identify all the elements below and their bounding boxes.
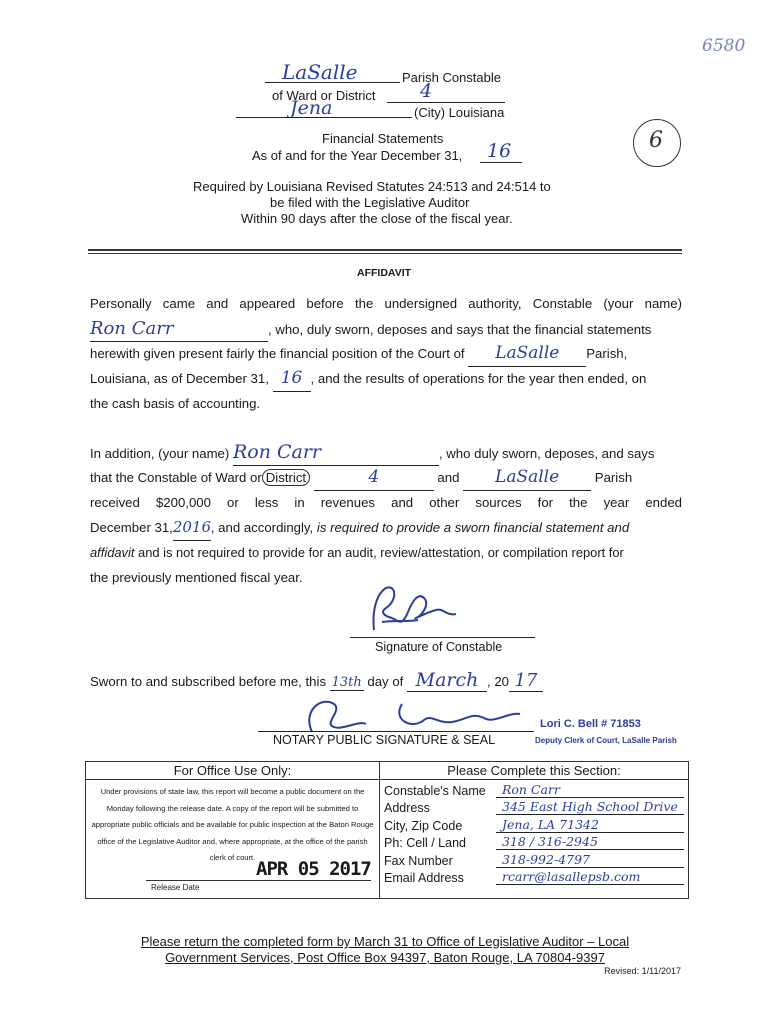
p1-text-a: Personally came and appeared before the undersigned authority, Constable (your name) bbox=[90, 296, 682, 311]
sworn-year-field: 17 bbox=[509, 670, 543, 692]
p2-text-h: , and accordingly, bbox=[210, 520, 314, 535]
constable-signature bbox=[352, 582, 472, 638]
city-label: (City) Louisiana bbox=[414, 105, 505, 120]
sworn-text-b: day of bbox=[367, 674, 404, 689]
complete-row-label: Fax Number bbox=[384, 853, 453, 868]
p2-text-a: In addition, (your name) bbox=[90, 446, 230, 461]
affidavit-p1-line5 bbox=[90, 391, 682, 416]
affidavit-p2-line3 bbox=[90, 490, 682, 515]
complete-row bbox=[384, 868, 688, 886]
release-date-line bbox=[146, 880, 371, 881]
footer-line-2: Government Services, Post Office Box 94397, Baton Rouge, LA 70804-9397 bbox=[165, 950, 605, 965]
complete-row bbox=[384, 780, 688, 798]
p2-text-c: that the Constable of Ward or bbox=[90, 470, 262, 485]
circled-number: 6 bbox=[649, 128, 663, 153]
affidavit-p1-line1 bbox=[90, 291, 682, 316]
complete-row-value: Jena, LA 71342 bbox=[496, 817, 684, 833]
financial-statements-title: Financial Statements bbox=[322, 131, 444, 146]
p2-text-j: affidavit bbox=[90, 545, 135, 560]
requirement-line-1: Required by Louisiana Revised Statutes 24:513 and 24:514 to bbox=[193, 179, 551, 194]
requirement-line-2: be filed with the Legislative Auditor bbox=[270, 195, 470, 210]
p2-text-b: , who duly sworn, deposes, and says bbox=[438, 446, 655, 461]
p1-text-e: Louisiana, as of December 31, bbox=[90, 371, 269, 386]
affidavit-p2-line4 bbox=[90, 515, 682, 541]
constable-name-field-2: Ron Carr bbox=[233, 440, 439, 466]
affidavit-p1-line4 bbox=[90, 366, 682, 392]
p1-text-b: , who, duly sworn, deposes and says that the financial statements bbox=[268, 322, 652, 337]
p2-text-k: and is not required to provide for an audit, review/attestation, or compilation report for bbox=[138, 545, 624, 560]
city-value: Jena bbox=[290, 97, 333, 119]
p1-text-g: the cash basis of accounting. bbox=[90, 396, 261, 411]
release-stamp: APR 05 2017 bbox=[256, 858, 371, 880]
office-use-header: For Office Use Only: bbox=[86, 762, 379, 780]
complete-row-label: Address bbox=[384, 801, 430, 815]
complete-section-header: Please Complete this Section: bbox=[380, 762, 688, 780]
office-use-table bbox=[85, 761, 689, 899]
release-date-label: Release Date bbox=[151, 883, 200, 892]
p2-text-l: the previously mentioned fiscal year. bbox=[90, 570, 303, 585]
p1-text-f: , and the results of operations for the year then ended, on bbox=[310, 371, 647, 386]
p2-text-i: is required to provide a sworn financial statement and bbox=[316, 520, 630, 535]
year-title: As of and for the Year December 31, bbox=[252, 148, 463, 163]
sworn-month-field: March bbox=[407, 669, 487, 692]
affidavit-p2-line2 bbox=[90, 465, 682, 491]
notary-stamp-name: Lori C. Bell # 71853 bbox=[540, 718, 641, 730]
complete-row-value: 318 / 316-2945 bbox=[496, 834, 684, 850]
sworn-day-field: 13th bbox=[331, 675, 362, 690]
complete-row bbox=[384, 833, 688, 851]
complete-row-label: City, Zip Code bbox=[384, 818, 463, 833]
signature-line bbox=[350, 637, 535, 638]
complete-row-value: Ron Carr bbox=[496, 782, 684, 798]
complete-section-rows bbox=[380, 780, 688, 885]
p2-text-d: and bbox=[437, 470, 460, 485]
notary-label: NOTARY PUBLIC SIGNATURE & SEAL bbox=[273, 733, 496, 747]
office-use-cell bbox=[86, 762, 380, 899]
complete-row-value: 318-992-4797 bbox=[496, 852, 684, 868]
p1-text-d: Parish, bbox=[586, 346, 628, 361]
p1-text-c: herewith given present fairly the financial position of the Court of bbox=[90, 346, 465, 361]
affidavit-title: AFFIDAVIT bbox=[357, 267, 412, 279]
parish-field-2: LaSalle bbox=[463, 465, 591, 491]
complete-section-cell bbox=[380, 762, 689, 899]
complete-row bbox=[384, 850, 688, 868]
city-underline bbox=[236, 117, 412, 118]
sworn-text-a: Sworn to and subscribed before me, this bbox=[90, 674, 327, 689]
court-parish-field: LaSalle bbox=[468, 341, 586, 367]
p2-text-e: Parish bbox=[594, 470, 633, 485]
file-number: 6580 bbox=[702, 36, 746, 56]
district-field: 4 bbox=[314, 465, 434, 491]
sworn-text-c: , 20 bbox=[487, 674, 509, 689]
district-circled: District bbox=[262, 469, 310, 486]
p2-text-g: December 31, bbox=[90, 520, 173, 535]
ward-value: 4 bbox=[420, 80, 433, 102]
office-use-text: Under provisions of state law, this report will become a public document on the Monday following the release date. A copy of the report will be submitted to appropriate public officials and be available for public inspection at the Baton Rouge office of the Legislative Auditor and, where appropriate, at the office of the parish clerk of court. bbox=[91, 787, 374, 862]
ward-underline bbox=[387, 102, 505, 103]
complete-row-label: Email Address bbox=[384, 871, 464, 885]
year-value: 16 bbox=[487, 140, 512, 162]
requirement-line-3: Within 90 days after the close of the fiscal year. bbox=[241, 211, 513, 226]
p2-text-f: received $200,000 or less in revenues and other sources for the year ended bbox=[90, 495, 682, 510]
affidavit-p2-line1 bbox=[90, 440, 682, 466]
parish-label: Parish Constable bbox=[402, 70, 501, 85]
year-field-2: 2016 bbox=[173, 515, 211, 541]
parish-underline bbox=[265, 82, 400, 83]
year-underline bbox=[480, 162, 522, 163]
sworn-line bbox=[90, 669, 543, 692]
complete-row-label: Ph: Cell / Land bbox=[384, 836, 466, 850]
ward-label: of Ward or District bbox=[272, 88, 376, 103]
complete-row-value: 345 East High School Drive bbox=[496, 799, 684, 815]
complete-row-value: rcarr@lasallepsb.com bbox=[496, 869, 684, 885]
notary-stamp-title: Deputy Clerk of Court, LaSalle Parish bbox=[535, 736, 677, 745]
complete-row bbox=[384, 815, 688, 833]
section-divider bbox=[88, 249, 682, 254]
notary-signature-line bbox=[258, 731, 534, 732]
complete-row bbox=[384, 798, 688, 816]
constable-name-field: Ron Carr bbox=[90, 316, 268, 342]
affidavit-p1-line2 bbox=[90, 316, 682, 342]
affidavit-p1-line3 bbox=[90, 341, 682, 367]
parish-value: LaSalle bbox=[282, 60, 358, 84]
footer-line-1: Please return the completed form by March 31 to Office of Legislative Auditor – Local bbox=[140, 934, 630, 949]
signature-label: Signature of Constable bbox=[375, 640, 503, 654]
revised-date: Revised: 1/11/2017 bbox=[604, 966, 681, 976]
complete-row-label: Constable's Name bbox=[384, 783, 486, 798]
year-field: 16 bbox=[273, 366, 311, 392]
affidavit-p2-line5 bbox=[90, 540, 682, 565]
